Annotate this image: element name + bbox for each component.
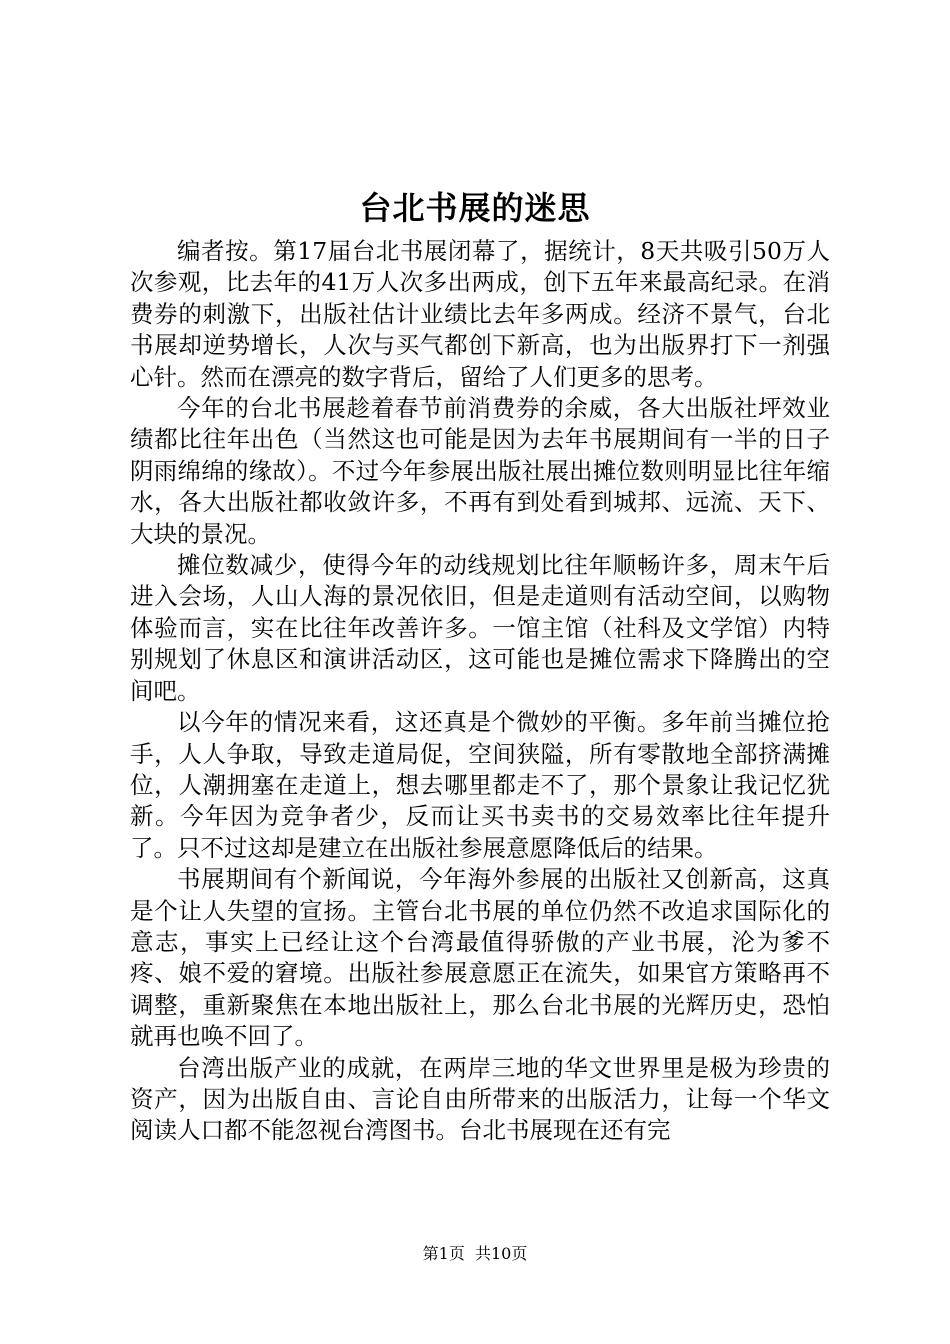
paragraph: 书展期间有个新闻说，今年海外参展的出版社又创新高，这真是个让人失望的宣扬。主管台北书展的单位仍然不改追求国际化的意志，事实上已经让这个台湾最值得骄傲的产业书展，沦为爹不疼、娘不爱的窘境。出版社参展意愿正在流失，如果官方策略再不调整，重新聚焦在本地出版社上，那么台北书展的光辉历史，恐怕就再也唤不回了。 (130, 865, 830, 1051)
paragraph: 台湾出版产业的成就，在两岸三地的华文世界里是极为珍贵的资产，因为出版自由、言论自由所带来的出版活力，让每一个华文阅读人口都不能忽视台湾图书。台北书展现在还有完 (130, 1053, 830, 1145)
paragraph: 以今年的情况来看，这还真是个微妙的平衡。多年前当摊位抢手，人人争取，导致走道局促，空间狭隘，所有零散地全部挤满摊位，人潮拥塞在走道上，想去哪里都走不了，那个景象让我记忆犹新。今年因为竞争者少，反而让买书卖书的交易效率比往年提升了。只不过这却是建立在出版社参展意愿降低后的结果。 (130, 708, 830, 862)
document-title: 台北书展的迷思 (359, 189, 591, 227)
paragraph: 摊位数减少，使得今年的动线规划比往年顺畅许多，周末午后进入会场，人山人海的景况依旧，但是走道则有活动空间，以购物体验而言，实在比往年改善许多。一馆主馆（社科及文学馆）内特别规划了休息区和演讲活动区，这可能也是摊位需求下降腾出的空间吧。 (130, 551, 830, 705)
page-footer: 第1页 共10页 (422, 1244, 528, 1263)
paragraph: 今年的台北书展趁着春节前消费券的余威，各大出版社坪效业绩都比往年出色（当然这也可能是因为去年书展期间有一半的日子阴雨绵绵的缘故）。不过今年参展出版社展出摊位数则明显比往年缩水，各大出版社都收敛许多，不再有到处看到城邦、远流、天下、大块的景况。 (130, 394, 830, 548)
paragraph: 编者按。第17届台北书展闭幕了，据统计，8天共吸引50万人次参观，比去年的41万人次多出两成，创下五年来最高纪录。在消费券的刺激下，出版社估计业绩比去年多两成。经济不景气，台北书展却逆势增长，人次与买气都创下新高，也为出版界打下一剂强心针。然而在漂亮的数字背后，留给了人们更多的思考。 (130, 237, 830, 391)
document-body (130, 236, 830, 1147)
